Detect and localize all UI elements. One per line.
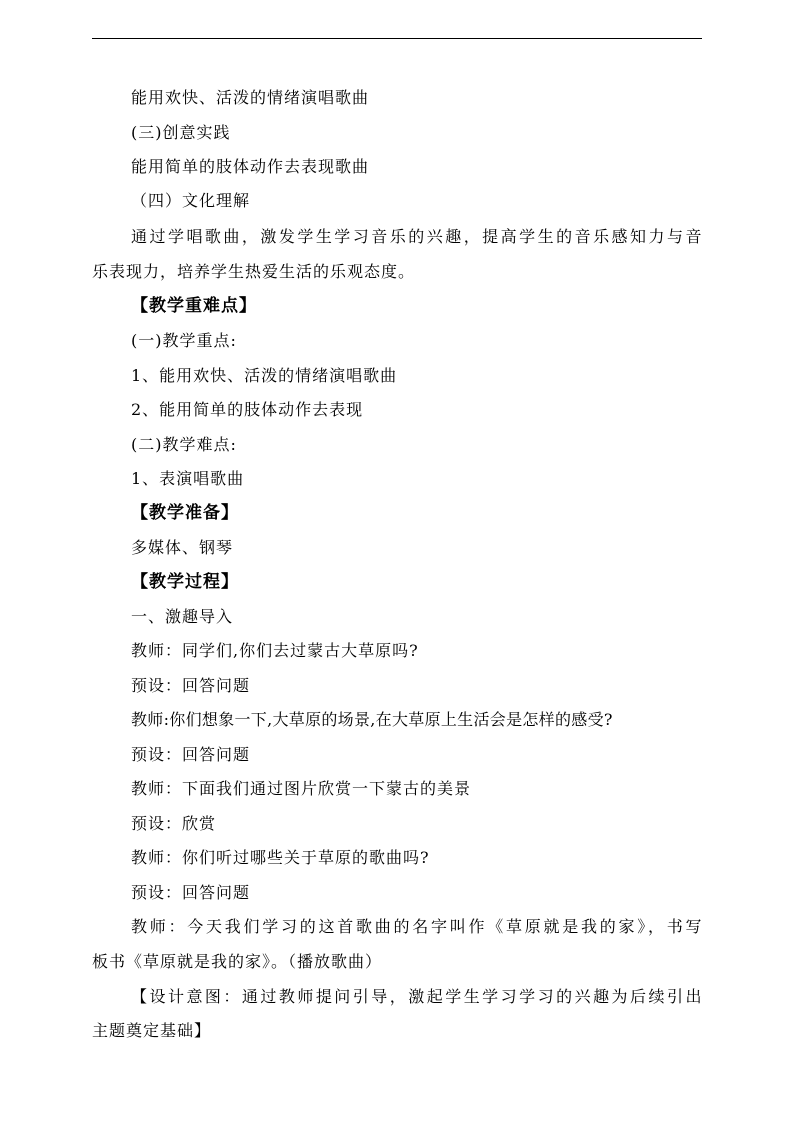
key-points-heading: 【教学重难点】	[131, 296, 257, 316]
section-title: 一、激趣导入	[131, 607, 234, 626]
focus-item: 2、能用简单的肢体动作去表现	[131, 400, 364, 419]
preparation-heading: 【教学准备】	[131, 503, 239, 523]
dialogue-line: 教师：下面我们通过图片欣赏一下蒙古的美景	[131, 779, 472, 798]
creative-practice-body: 能用简单的肢体动作去表现歌曲	[131, 157, 370, 176]
preparation-body: 多媒体、钢琴	[131, 538, 234, 557]
culture-title: （四）文化理解	[131, 191, 251, 210]
dialogue-line: 预设：回答问题	[131, 745, 251, 764]
dialogue-line: 教师：你们听过哪些关于草原的歌曲吗?	[131, 848, 430, 867]
difficulty-item: 1、表演唱歌曲	[131, 469, 245, 488]
difficulty-title: (二)教学难点:	[131, 435, 237, 454]
culture-body-line-1: 通过学唱歌曲，激发学生学习音乐的兴趣，提高学生的音乐感知力与音	[131, 227, 702, 246]
teacher-final-line-2: 板书《草原就是我的家》。（播放歌曲）	[92, 952, 383, 971]
focus-item: 1、能用欢快、活泼的情绪演唱歌曲	[131, 366, 398, 385]
objective-line: 能用欢快、活泼的情绪演唱歌曲	[131, 88, 370, 107]
focus-title: (一)教学重点:	[131, 331, 237, 350]
teacher-final-line-1: 教师：今天我们学习的这首歌曲的名字叫作《草原就是我的家》，书写	[131, 917, 702, 936]
design-intent-line-2: 主题奠定基础】	[92, 1021, 212, 1040]
process-heading: 【教学过程】	[131, 572, 239, 592]
header-rule	[92, 38, 702, 39]
creative-practice-title: (三)创意实践	[131, 123, 231, 142]
design-intent-line-1: 【设计意图：通过教师提问引导，激起学生学习学习的兴趣为后续引出	[131, 987, 702, 1006]
dialogue-line: 预设：欣赏	[131, 814, 217, 833]
dialogue-line: 预设：回答问题	[131, 676, 251, 695]
dialogue-line: 教师：同学们,你们去过蒙古大草原吗?	[131, 641, 419, 660]
culture-body-line-2: 乐表现力，培养学生热爱生活的乐观态度。	[92, 262, 416, 281]
dialogue-line: 教师:你们想象一下,大草原的场景,在大草原上生活会是怎样的感受?	[131, 710, 613, 729]
dialogue-line: 预设：回答问题	[131, 883, 251, 902]
